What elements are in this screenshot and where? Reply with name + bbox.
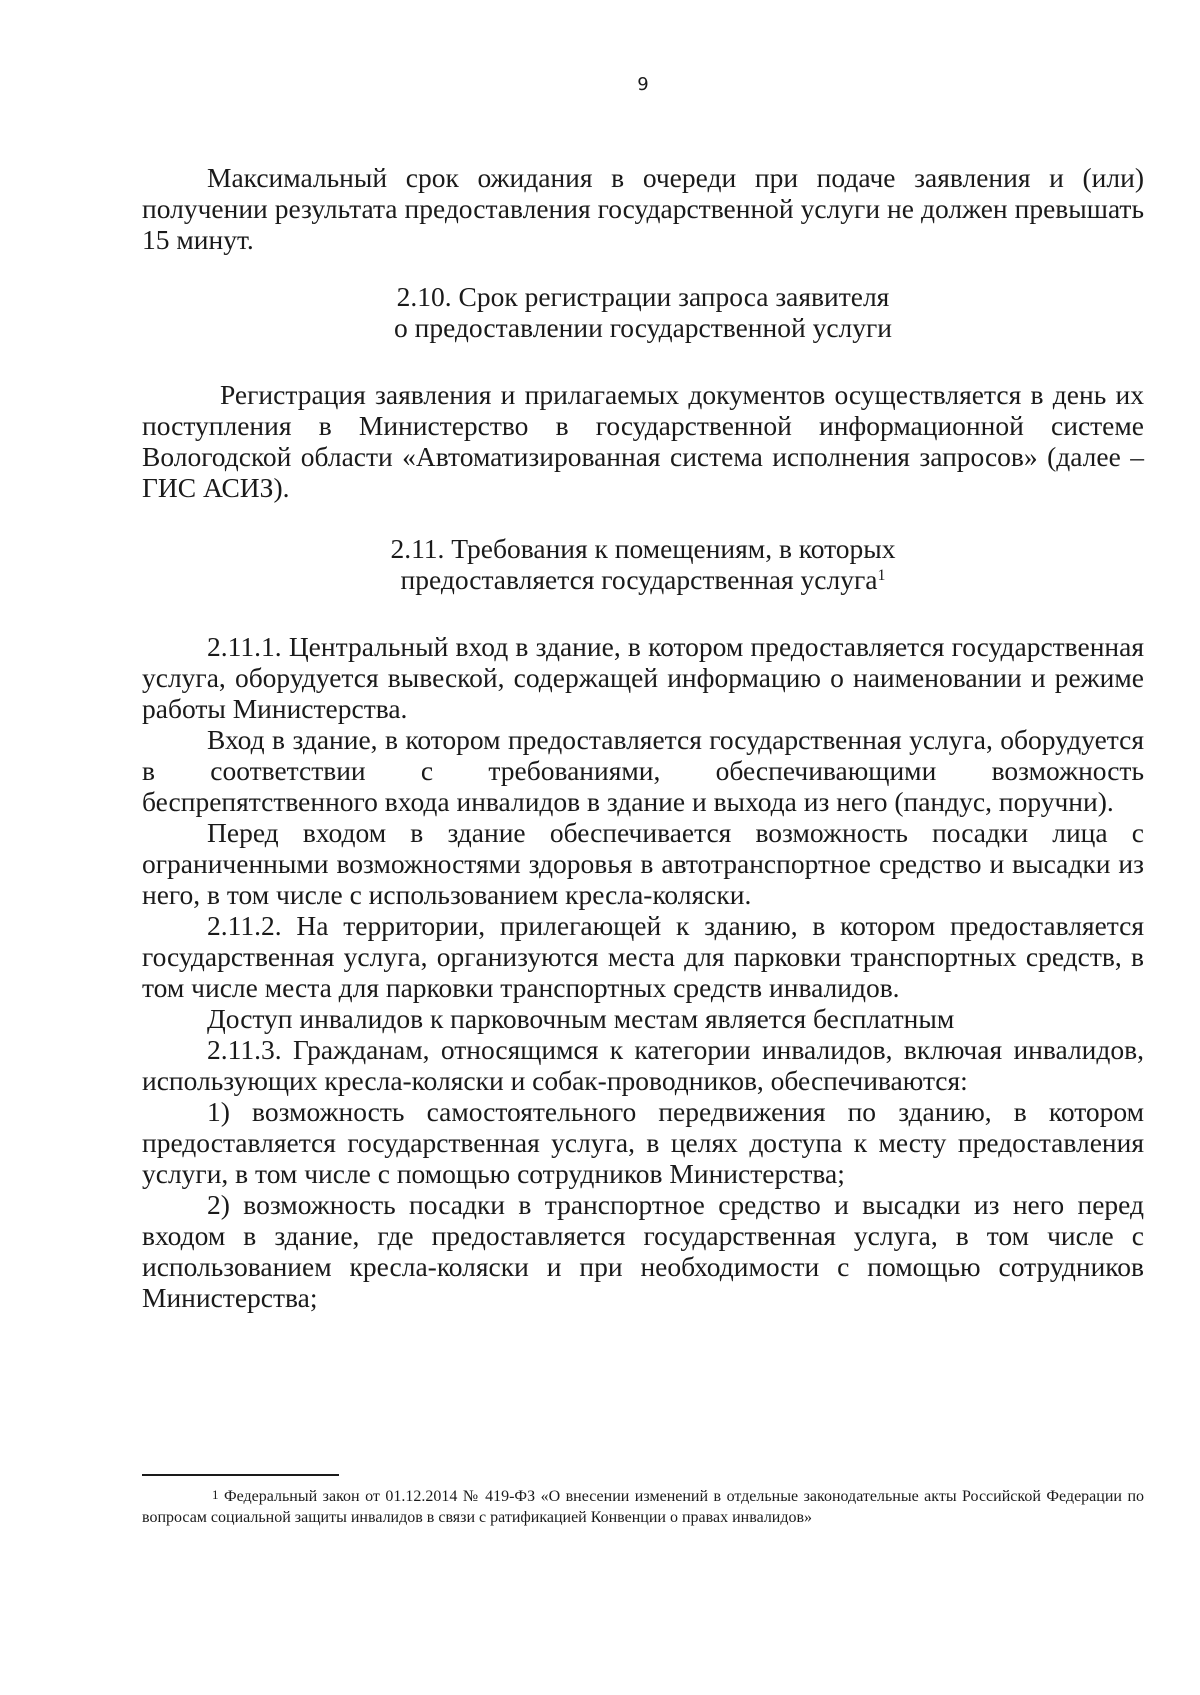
list-item-2: 2) возможность посадки в транспортное средство и высадки из него перед входом в здание, где предоставляется государственная услуга, в том числе с использованием кресла-коляски и при необходимости с помощью сотрудников Министерства; <box>142 1189 1144 1313</box>
paragraph-parking-free: Доступ инвалидов к парковочным местам является бесплатным <box>207 1003 955 1034</box>
paragraph-entrance: Вход в здание, в котором предоставляется государственная услуга, оборудуется в соответствии с требованиями, обеспечивающими возможность беспрепятственного входа инвалидов в здание и выхода из него (пандус, поручни). <box>142 724 1144 817</box>
footnote-mark: 1 <box>212 1487 219 1502</box>
heading-line <box>142 564 1144 595</box>
footnote-reference[interactable]: 1 <box>877 567 886 584</box>
paragraph-boarding: Перед входом в здание обеспечивается возможность посадки лица с ограниченными возможностями здоровья в автотранспортное средство и высадки из него, в том числе с использованием кресла-коляски. <box>142 817 1144 910</box>
heading-line: 2.10. Срок регистрации запроса заявителя <box>396 281 890 312</box>
heading-line: о предоставлении государственной услуги <box>394 312 892 343</box>
section-heading-2-10 <box>142 281 1144 343</box>
paragraph-registration: Регистрация заявления и прилагаемых документов осуществляется в день их поступления в Министерство в государственной информационной системе Вологодской области «Автоматизированная система исполнения запросов» (далее – ГИС АСИЗ). <box>142 379 1144 503</box>
document-body <box>142 162 1144 1313</box>
heading-line-text: предоставляется государственная услуга <box>400 564 878 595</box>
section-heading-2-11 <box>142 533 1144 595</box>
paragraph-2-11-3: 2.11.3. Гражданам, относящимся к категории инвалидов, включая инвалидов, использующих кресла-коляски и собак-проводников, обеспечиваются: <box>142 1034 1144 1096</box>
list-item-1: 1) возможность самостоятельного передвижения по зданию, в котором предоставляется государственная услуга, в целях доступа к месту предоставления услуги, в том числе с помощью сотрудников Министерства; <box>142 1096 1144 1189</box>
paragraph-wait-time: Максимальный срок ожидания в очереди при подаче заявления и (или) получении результата предоставления государственной услуги не должен превышать 15 минут. <box>142 162 1144 255</box>
footnote-text: Федеральный закон от 01.12.2014 № 419-ФЗ «О внесении изменений в отдельные законодательные акты Российской Федерации по вопросам социальной защиты инвалидов в связи с ратификацией Конвенции о правах инвалидов» <box>142 1488 1145 1526</box>
footnote <box>142 1486 1144 1528</box>
footnote-divider <box>142 1474 339 1476</box>
page-number: 9 <box>637 74 649 95</box>
paragraph-2-11-1: 2.11.1. Центральный вход в здание, в котором предоставляется государственная услуга, оборудуется вывеской, содержащей информацию о наименовании и режиме работы Министерства. <box>142 631 1144 724</box>
document-page <box>142 0 1144 1695</box>
heading-line: 2.11. Требования к помещениям, в которых <box>390 533 896 564</box>
paragraph-2-11-2: 2.11.2. На территории, прилегающей к зданию, в котором предоставляется государственная услуга, организуются места для парковки транспортных средств, в том числе места для парковки транспортных средств инвалидов. <box>142 910 1144 1003</box>
